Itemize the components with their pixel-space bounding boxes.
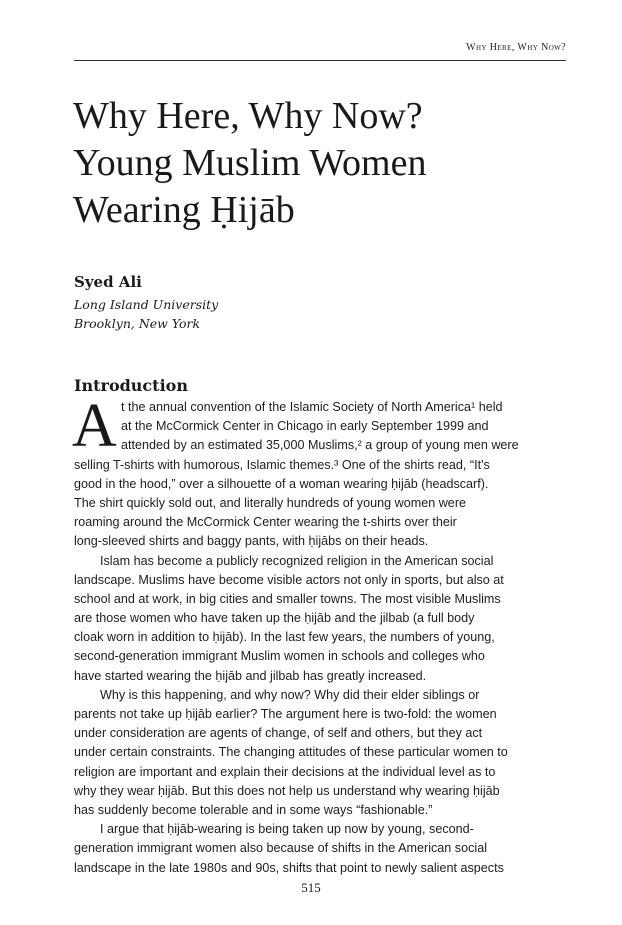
author-name: Syed Ali [74,273,142,291]
body-line: under certain constraints. The changing attitudes of these particular women to [74,745,508,760]
body-line: second-generation immigrant Muslim women in schools and colleges who [74,649,485,664]
article-title [73,93,565,234]
title-line-2: Young Muslim Women [73,142,427,184]
body-line: religion are important and explain their decisions at the individual level as to [74,764,496,779]
title-line-1: Why Here, Why Now? [73,95,423,137]
body-line: cloak worn in addition to ḥijāb). In the last few years, the numbers of young, [74,630,495,645]
page-number: 515 [301,880,321,895]
body-line: has suddenly become tolerable and in some ways “fashionable.” [74,802,433,817]
body-line: parents not take up ḥijāb earlier? The argument here is two-fold: the women [74,707,497,721]
body-line: landscape. Muslims have become visible actors not only in sports, but also at [74,572,504,587]
body-line: t the annual convention of the Islamic Society of North America¹ held [121,400,503,414]
body-line: The shirt quickly sold out, and literally hundreds of young women were [74,495,467,510]
title-line-3: Wearing Ḥijāb [73,189,295,231]
affiliation-location: Brooklyn, New York [74,316,201,331]
affiliation-institution: Long Island University [74,297,219,312]
body-line: selling T-shirts with humorous, Islamic themes.³ One of the shirts read, “It's [74,457,490,472]
body-line: attended by an estimated 35,000 Muslims,² a group of young men were [121,438,519,453]
body-line: at the McCormick Center in Chicago in early September 1999 and [121,419,489,434]
section-heading: Introduction [74,376,188,395]
body-line: why they wear ḥijāb. But this does not help us understand why wearing ḥijāb [74,783,500,798]
body-line: long-sleeved shirts and baggy pants, with ḥijābs on their heads. [74,534,429,549]
body-line: Why is this happening, and why now? Why did their elder siblings or [100,687,480,702]
body-line: I argue that ḥijāb-wearing is being taken up now by young, second- [100,822,474,837]
drop-cap: A [72,392,117,460]
body-line: are those women who have taken up the ḥijāb and the jilbab (a full body [74,611,475,626]
body-line: good in the hood,” over a silhouette of a woman wearing ḥijāb (headscarf). [74,476,489,491]
body-line: roaming around the McCormick Center wearing the t-shirts over their [74,515,457,530]
body-line: under consideration are agents of change, of self and others, but they act [74,726,483,741]
header-rule [74,60,566,61]
body-line: school and at work, in big cities and smaller towns. The most visible Muslims [74,591,501,606]
running-head: Why Here, Why Now? [466,42,566,53]
body-line: Islam has become a publicly recognized religion in the American social [100,553,494,568]
body-line: landscape in the late 1980s and 90s, shifts that point to newly salient aspects [74,860,504,875]
body-text [72,392,566,878]
body-line: have started wearing the ḥijāb and jilbab has greatly increased. [74,668,427,683]
body-line: generation immigrant women also because of shifts in the American social [74,841,488,856]
